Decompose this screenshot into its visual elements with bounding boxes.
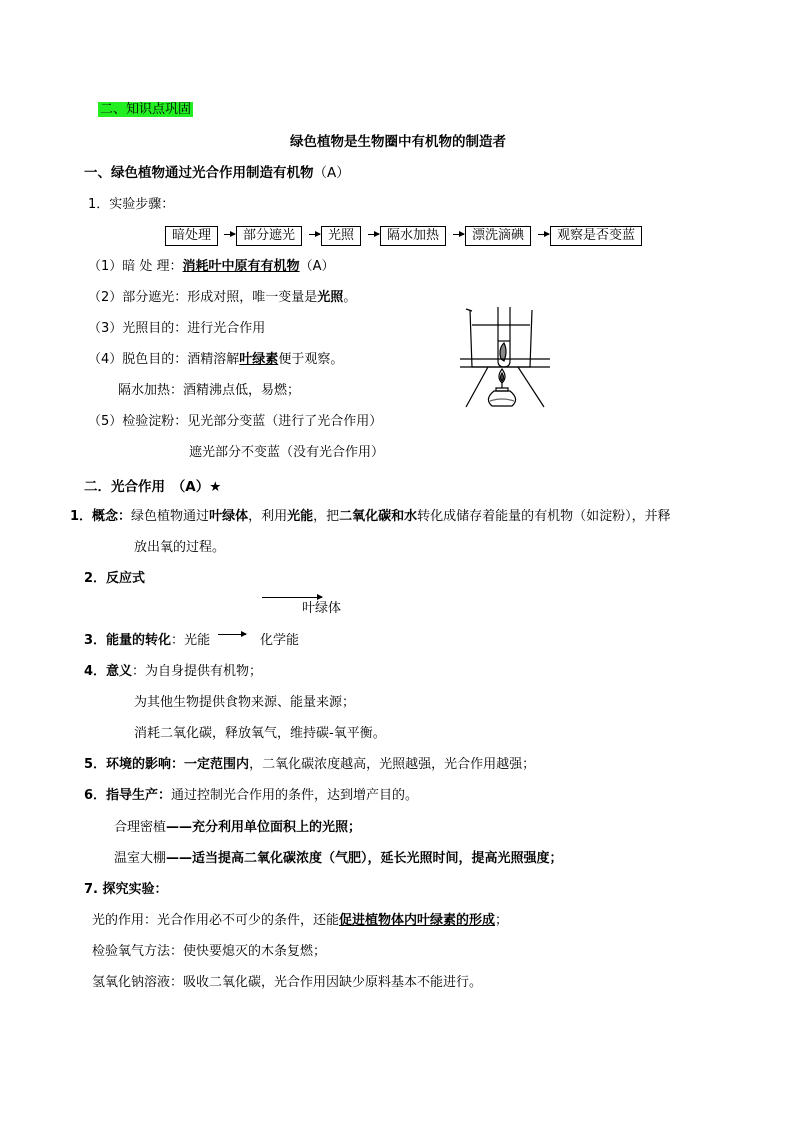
energy: 3．能量的转化：光能	[84, 633, 211, 648]
section-header: 二、知识点巩固	[100, 102, 192, 117]
flow-arrow	[368, 234, 379, 235]
item1: （1）暗 处 理：消耗叶中原有有机物（A）	[88, 259, 335, 274]
water-bath-apparatus-image	[460, 305, 550, 410]
concept-line2: 放出氧的过程。	[134, 540, 226, 555]
part2-heading: 二．光合作用 （A）★	[84, 479, 222, 495]
step-box: 光照	[321, 226, 361, 246]
step-box: 漂洗滴碘	[465, 226, 531, 246]
item4b: 隔水加热：酒精沸点低，易燃；	[118, 383, 301, 398]
explore-3: 氢氧化钠溶液：吸收二氧化碳，光合作用因缺少原料基本不能进行。	[92, 975, 483, 990]
page-title: 绿色植物是生物圈中有机物的制造者	[290, 134, 506, 150]
item4: （4）脱色目的：酒精溶解叶绿素便于观察。	[88, 352, 344, 367]
meaning-2: 为其他生物提供食物来源、能量来源；	[134, 695, 356, 710]
energy-to: 化学能	[260, 633, 300, 648]
energy-arrow	[218, 634, 246, 635]
flow-arrow	[309, 234, 320, 235]
item3: （3）光照目的：进行光合作用	[88, 321, 266, 336]
steps-label: 1．实验步骤：	[88, 197, 175, 212]
flow-arrow	[224, 234, 235, 235]
part1-heading: 一、绿色植物通过光合作用制造有机物（A）	[84, 165, 350, 181]
step-box: 部分遮光	[236, 226, 302, 246]
item5: （5）检验淀粉：见光部分变蓝（进行了光合作用）	[88, 414, 383, 429]
step-box: 观察是否变蓝	[550, 226, 642, 246]
flow-arrow	[453, 234, 464, 235]
item5b: 遮光部分不变蓝（没有光合作用）	[189, 445, 385, 460]
step-box: 隔水加热	[380, 226, 446, 246]
environment: 5．环境的影响：一定范围内，二氧化碳浓度越高，光照越强，光合作用越强；	[84, 757, 536, 772]
concept: 1．概念：绿色植物通过叶绿体，利用光能，把二氧化碳和水转化成储存着能量的有机物（如淀粉），并释	[70, 509, 671, 524]
reaction-label: 2．反应式	[84, 571, 146, 586]
guide-2: 温室大棚——适当提高二氧化碳浓度（气肥），延长光照时间，提高光照强度；	[114, 851, 563, 866]
explore-label: 7. 探究实验：	[84, 882, 168, 897]
reaction-arrow	[262, 597, 322, 598]
guide: 6．指导生产：通过控制光合作用的条件，达到增产目的。	[84, 788, 419, 803]
meaning-3: 消耗二氧化碳，释放氧气，维持碳-氧平衡。	[134, 726, 386, 741]
reaction-catalyst: 叶绿体	[302, 601, 342, 616]
meaning: 4．意义：为自身提供有机物；	[84, 664, 263, 679]
explore-1: 光的作用：光合作用必不可少的条件，还能促进植物体内叶绿素的形成；	[92, 913, 509, 928]
step-box: 暗处理	[165, 226, 218, 246]
flow-arrow	[538, 234, 549, 235]
item2: （2）部分遮光：形成对照，唯一变量是光照。	[88, 290, 357, 305]
guide-1: 合理密植——充分利用单位面积上的光照；	[114, 820, 362, 835]
explore-2: 检验氧气方法：使快要熄灭的木条复燃；	[92, 944, 327, 959]
